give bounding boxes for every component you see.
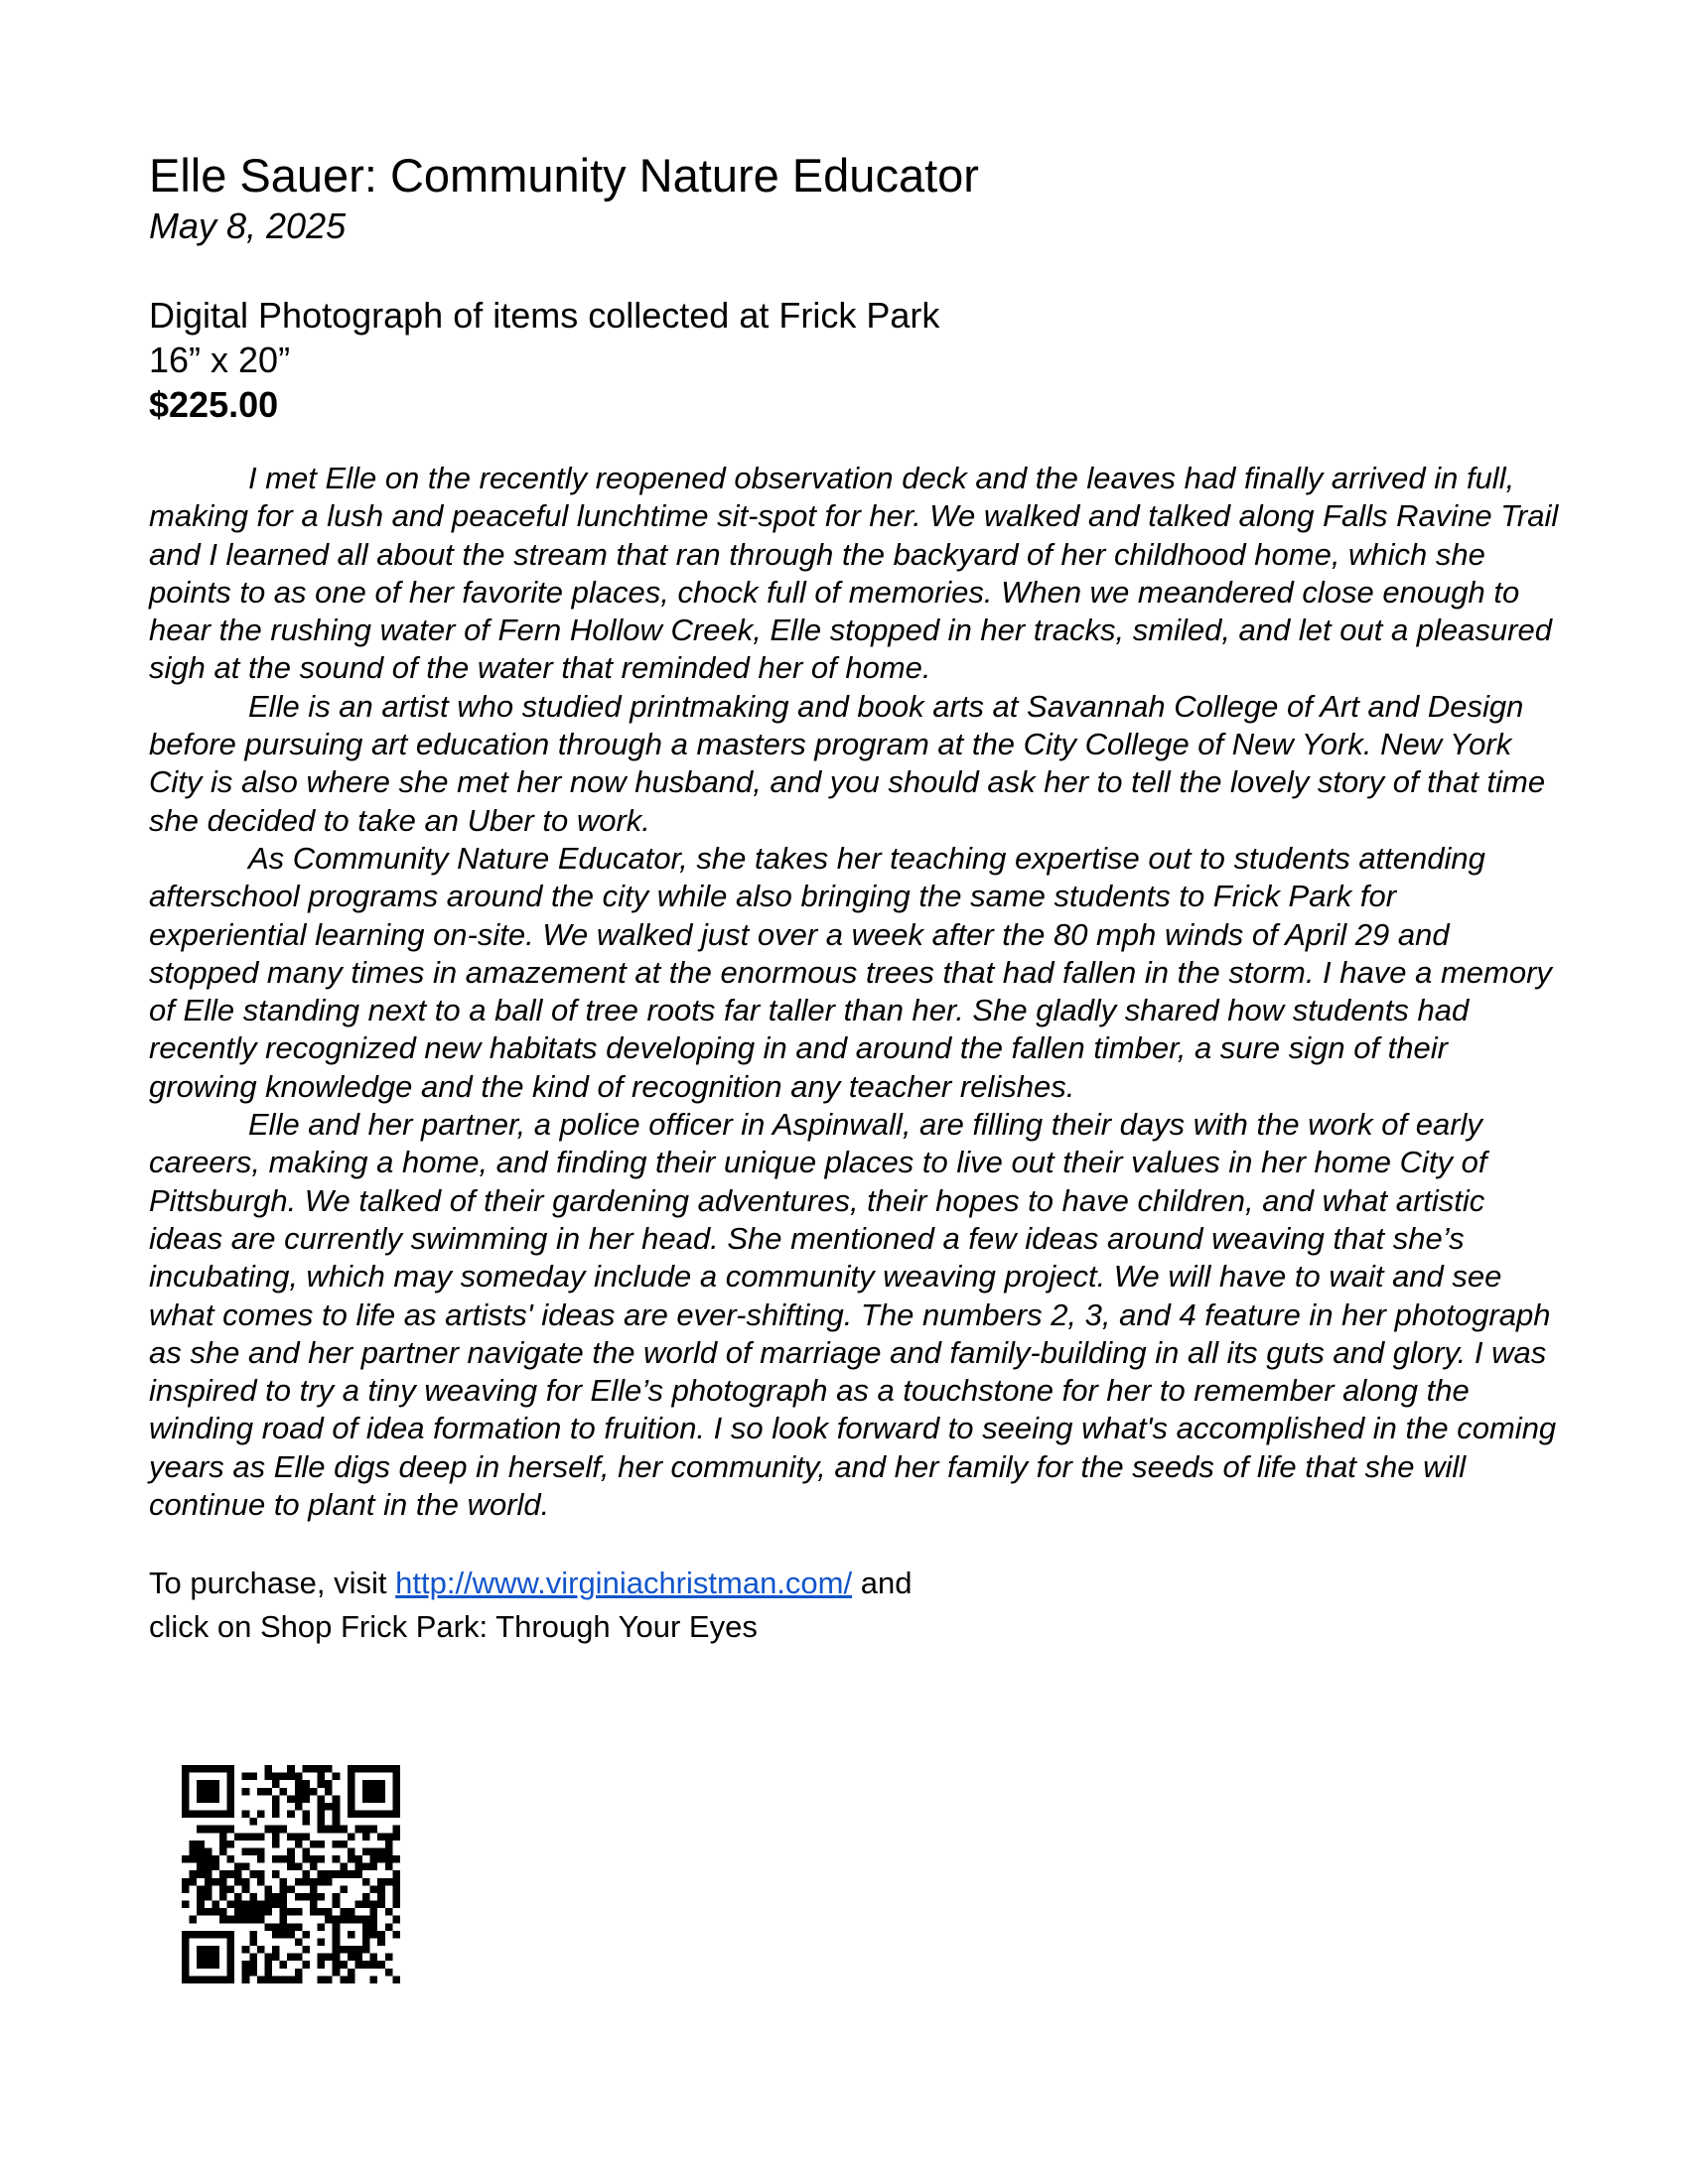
artwork-size: 16” x 20” — [149, 340, 291, 380]
artwork-details — [149, 293, 1559, 427]
purchase-suffix: and — [860, 1566, 913, 1601]
purchase-prefix: To purchase, visit — [149, 1566, 387, 1601]
qr-code-icon — [182, 1765, 400, 1983]
purchase-line-1 — [149, 1562, 1559, 1605]
document-page — [149, 147, 1559, 1649]
essay-paragraph: I met Elle on the recently reopened observation deck and the leaves had finally arrived in full, making for a lush and peaceful lunchtime sit-spot for her. We walked and talked along Falls Ravine Trail and I learned all about the stream that ran through the backyard of her childhood home, which she points to as one of her favorite places, chock full of memories. When we meandered close enough to hear the rushing water of Fern Hollow Creek, Elle stopped in her tracks, smiled, and let out a pleasured sigh at the sound of the water that reminded her of home. — [149, 461, 1559, 686]
article-date: May 8, 2025 — [149, 205, 347, 246]
essay-paragraph: Elle and her partner, a police officer in Aspinwall, are filling their days with the work of early careers, making a home, and finding their unique places to live out their values in her home City of Pittsburgh. We talked of their gardening adventures, their hopes to have children, and what artistic ideas are currently swimming in her head. She mentioned a few ideas around weaving that she’s incubating, which may someday include a community weaving project. We will have to wait and see what comes to life as artists' ideas are ever-shifting. The numbers 2, 3, and 4 feature in her photograph as she and her partner navigate the world of marriage and family-building in all its guts and glory. I was inspired to try a tiny weaving for Elle’s photograph as a touchstone for her to remember along the winding road of idea formation to fruition. I so look forward to seeing what's accomplished in the coming years as Elle digs deep in herself, her community, and her family for the seeds of life that she will continue to plant in the world. — [149, 1107, 1557, 1523]
purchase-info — [149, 1562, 1559, 1649]
artwork-medium: Digital Photograph of items collected at Frick Park — [149, 295, 940, 336]
website-link[interactable]: http://www.virginiachristman.com/ — [395, 1566, 853, 1601]
page-title: Elle Sauer: Community Nature Educator — [149, 149, 979, 202]
essay-body — [149, 460, 1559, 1524]
purchase-line-2: click on Shop Frick Park: Through Your Eyes — [149, 1609, 758, 1645]
essay-paragraph: As Community Nature Educator, she takes her teaching expertise out to students attending afterschool programs around the city while also bringing the same students to Frick Park for experiential learning on-site. We walked just over a week after the 80 mph winds of April 29 and stopped many times in amazement at the enormous trees that had fallen in the storm. I have a memory of Elle standing next to a ball of tree roots far taller than her. She gladly shared how students had recently recognized new habitats developing in and around the fallen timber, a sure sign of their growing knowledge and the kind of recognition any teacher relishes. — [149, 840, 1552, 1104]
essay-paragraph: Elle is an artist who studied printmaking and book arts at Savannah College of Art and Design before pursuing art education through a masters program at the City College of New York. New York City is also where she met her now husband, and you should ask her to tell the lovely story of that time she decided to take an Uber to work. — [149, 688, 1546, 838]
artwork-price: $225.00 — [149, 384, 279, 425]
